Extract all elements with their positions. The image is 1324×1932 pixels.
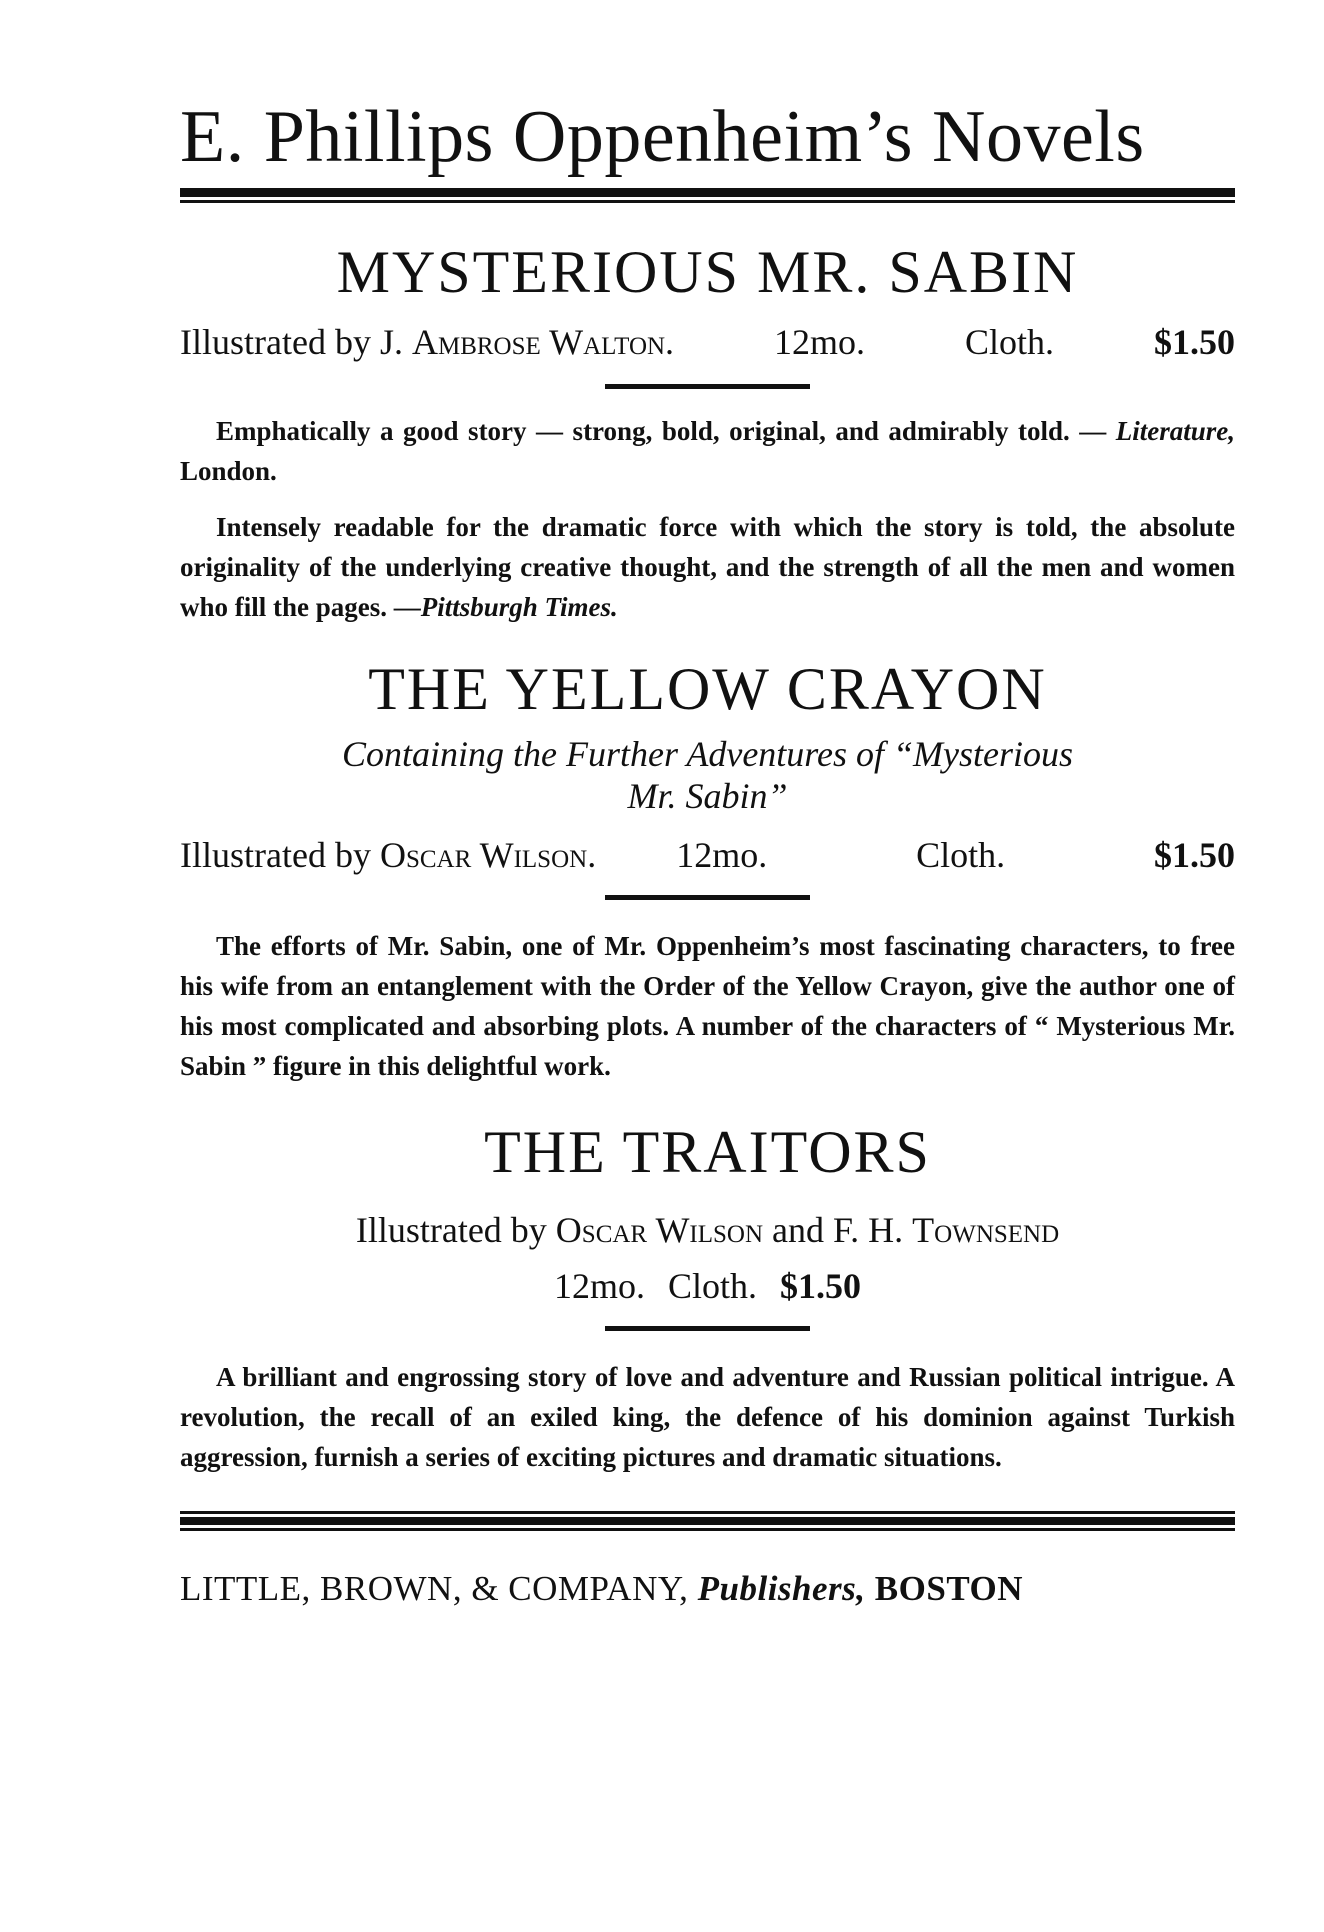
title-rule-thin: [180, 200, 1235, 203]
book-title: THE TRAITORS: [484, 1119, 931, 1185]
illustrated-prefix: Illustrated by J.: [180, 322, 403, 362]
book-details: [180, 324, 1235, 360]
review-quote: [180, 507, 1235, 627]
book-price: $1.50: [1153, 835, 1235, 875]
publisher-name: LITTLE, BROWN, & COMPANY,: [180, 1569, 689, 1608]
illustrator-name: Townsend: [912, 1210, 1060, 1250]
illustrator-name: Ambrose Walton.: [411, 322, 675, 362]
book-details: [180, 1268, 1235, 1304]
illustrated-prefix: Illustrated by: [355, 1210, 547, 1250]
review-source-city: London.: [180, 456, 277, 486]
book-price: $1.50: [1154, 322, 1235, 362]
footer-rule-thin-top: [180, 1511, 1235, 1514]
book-price: $1.50: [780, 1266, 862, 1306]
book-format: 12mo.: [553, 1266, 645, 1306]
advertisement-page: [180, 96, 1235, 1609]
book-title: MYSTERIOUS MR. SABIN: [336, 239, 1079, 305]
illustrator-name: Oscar Wilson.: [379, 835, 597, 875]
review-text: Emphatically a good story — strong, bold, original, and admirably told. —: [216, 416, 1107, 446]
book-mysterious-mr-sabin: [180, 239, 1235, 627]
illustrator-credit: [180, 324, 674, 360]
section-rule: [605, 895, 810, 900]
illustrator-credit: [180, 1212, 1235, 1248]
review-quote: The efforts of Mr. Sabin, one of Mr. Oppenheim’s most fascinating characters, to free his wife from an entanglement with the Order of the Yellow Crayon, give the author one of his most complicated and absorbing plots. A number of the characters of “ Mysterious Mr. Sabin ” figure in this delightful work.: [180, 931, 1235, 1081]
title-rule-thick: [180, 188, 1235, 197]
book-binding: Cloth.: [668, 1266, 758, 1306]
book-details: [180, 837, 1235, 873]
title-double-rule: [180, 188, 1235, 204]
book-format: 12mo.: [676, 835, 768, 875]
illustrator-credit: [180, 837, 596, 873]
footer-rule-thick: [180, 1517, 1235, 1525]
book-title: THE YELLOW CRAYON: [368, 656, 1047, 722]
publisher-imprint: [180, 1569, 1235, 1609]
footer-rule-thin-bottom: [180, 1528, 1235, 1531]
subtitle-line-2: Mr. Sabin”: [627, 776, 788, 816]
section-rule: [605, 1326, 810, 1331]
review-quote: [180, 411, 1235, 491]
review-source: Pittsburgh Times.: [420, 592, 618, 622]
book-binding: Cloth.: [916, 835, 1006, 875]
publisher-city: BOSTON: [874, 1569, 1024, 1608]
illustrator-conjunction: and F. H.: [772, 1210, 904, 1250]
section-rule: [605, 384, 810, 389]
book-the-traitors: [180, 1119, 1235, 1477]
book-subtitle: [180, 733, 1235, 817]
book-binding: Cloth.: [965, 322, 1055, 362]
page-title: E. Phillips Oppenheim’s Novels: [180, 96, 1145, 178]
format-group: [676, 837, 1235, 873]
publisher-role: Publishers,: [697, 1569, 866, 1608]
review-quote: A brilliant and engrossing story of love and adventure and Russian political intrigue. A revolution, the recall of an exiled king, the defence of his dominion against Turkish aggression, furnish a series of exciting pictures and dramatic situations.: [180, 1362, 1235, 1472]
subtitle-line-1: Containing the Further Adventures of “Mysterious: [342, 734, 1073, 774]
footer-triple-rule: [180, 1511, 1235, 1531]
review-text: Intensely readable for the dramatic force with which the story is told, the absolute originality of the underlying creative thought, and the strength of all the men and women who fill the pages. —: [180, 512, 1235, 622]
illustrated-prefix: Illustrated by: [180, 835, 371, 875]
book-format: 12mo.: [774, 322, 866, 362]
review-source: Literature,: [1115, 416, 1235, 446]
book-the-yellow-crayon: [180, 656, 1235, 1086]
illustrator-name: Oscar Wilson: [555, 1210, 764, 1250]
